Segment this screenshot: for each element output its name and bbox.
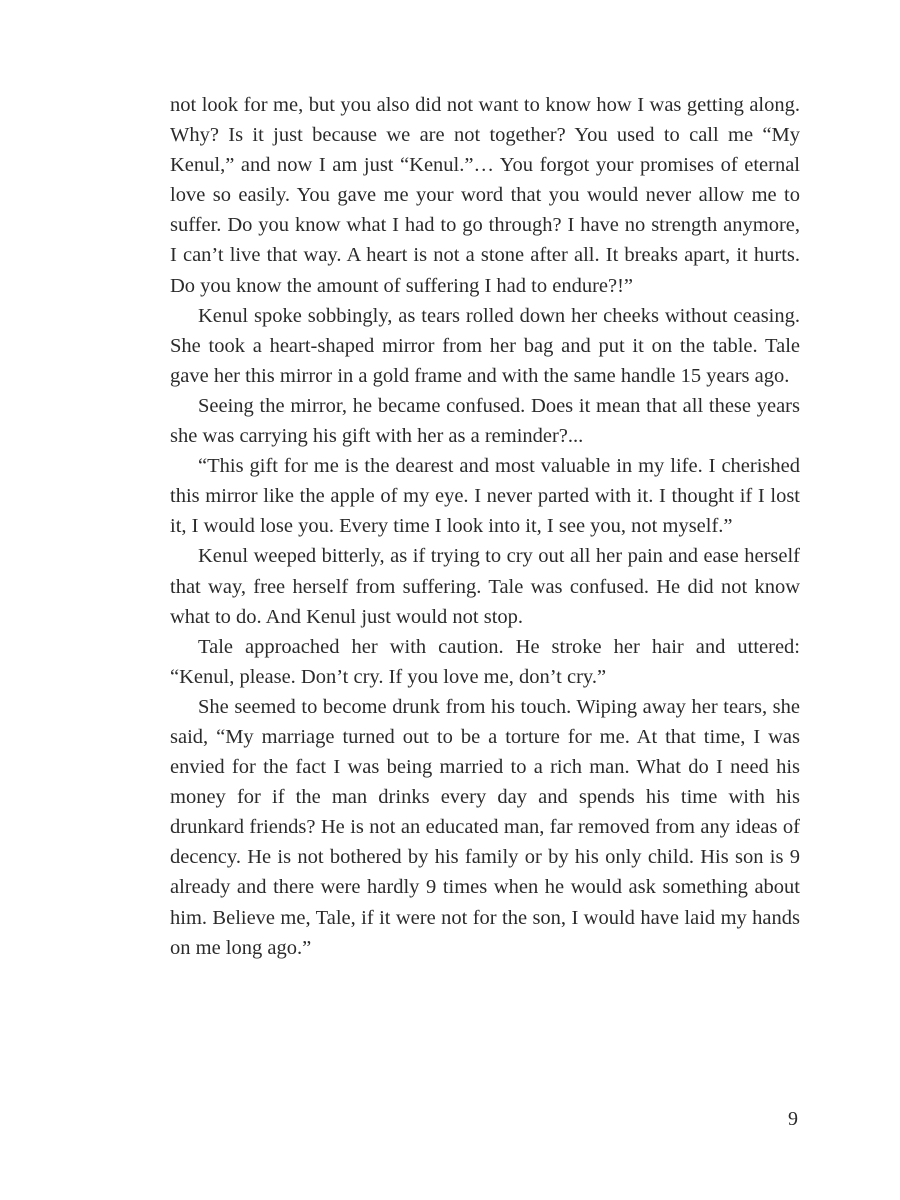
paragraph: She seemed to become drunk from his touch. Wiping away her tears, she said, “My marriage turned out to be a torture for me. At that time, I was envied for the fact I was being married to a rich man. What do I need his money for if the man drinks every day and spends his time with his drunkard friends? He is not an educated man, far removed from any ideas of decency. He is not bothered by his family or by his only child. His son is 9 already and there were hardly 9 times when he would ask something about him. Believe me, Tale, if it were not for the son, I would have laid my hands on me long ago.” [170,695,800,959]
paragraph: Kenul spoke sobbingly, as tears rolled down her cheeks without ceasing. She took a heart-shaped mirror from her bag and put it on the table. Tale gave her this mirror in a gold frame and with the same handle 15 years ago. [170,304,800,387]
paragraph: “This gift for me is the dearest and most valuable in my life. I cherished this mirror like the apple of my eye. I never parted with it. I thought if I lost it, I would lose you. Every time I look into it, I see you, not myself.” [170,455,800,538]
paragraph: Seeing the mirror, he became confused. Does it mean that all these years she was carrying his gift with her as a reminder?... [170,394,800,448]
paragraph: Tale approached her with caution. He stroke her hair and uttered: “Kenul, please. Don’t cry. If you love me, don’t cry.” [170,635,800,688]
paragraph-continued: not look for me, but you also did not want to know how I was getting along. Why? Is it just because we are not together? You used to call me “My Kenul,” and now I am just “Kenul.”… You forgot your promises of eternal love so easily. You gave me your word that you would never allow me to suffer. Do you know what I had to go through? I have no strength anymore, I can’t live that way. A heart is not a stone after all. It breaks apart, it hurts. Do you know the amount of suffering I had to endure?!” [170,94,800,297]
page-number: 9 [788,1108,798,1130]
paragraph: Kenul weeped bitterly, as if trying to cry out all her pain and ease herself that way, free herself from suffering. Tale was confused. He did not know what to do. And Kenul just would not stop. [170,545,800,628]
body-text [170,90,800,963]
